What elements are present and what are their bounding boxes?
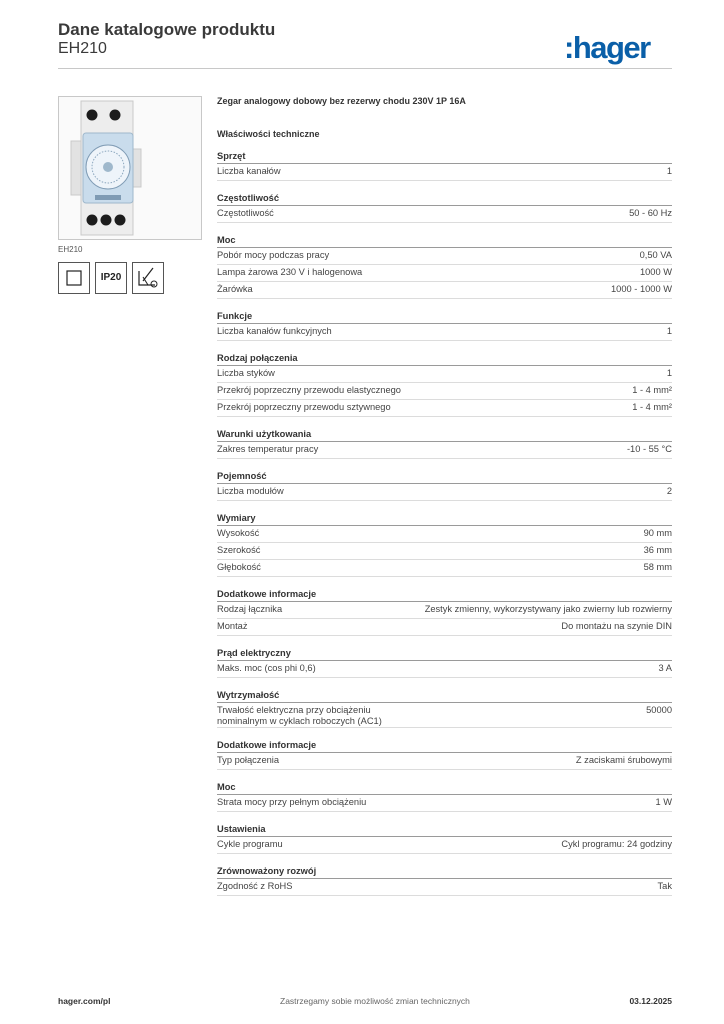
spec-value: Cykl programu: 24 godziny — [561, 839, 672, 849]
header-divider — [58, 68, 672, 69]
spec-value: -10 - 55 °C — [626, 444, 672, 454]
spec-value: 1 - 4 mm² — [632, 402, 672, 412]
spec-row — [217, 383, 672, 400]
spec-group-title: Rodzaj połączenia — [217, 352, 672, 366]
spec-group — [217, 781, 672, 812]
spec-label: Przekrój poprzeczny przewodu elastycznego — [217, 385, 401, 395]
spec-group-title: Dodatkowe informacje — [217, 588, 672, 602]
svg-text::hager: :hager — [564, 32, 650, 65]
spec-row — [217, 753, 672, 770]
spec-group — [217, 192, 672, 223]
spec-value: 2 — [666, 486, 672, 496]
spec-value: 1 - 4 mm² — [632, 385, 672, 395]
spec-value: 3 A — [658, 663, 672, 673]
spec-label: Strata mocy przy pełnym obciążeniu — [217, 797, 367, 807]
spec-group-title: Dodatkowe informacje — [217, 739, 672, 753]
spec-row — [217, 703, 672, 728]
spec-label: Typ połączenia — [217, 755, 280, 765]
screw-terminal-icon — [132, 262, 164, 294]
spec-value: 36 mm — [643, 545, 672, 555]
spec-group — [217, 689, 672, 728]
spec-row — [217, 526, 672, 543]
product-image — [58, 96, 202, 240]
spec-group-title: Sprzęt — [217, 150, 672, 164]
page-title: Dane katalogowe produktu — [58, 20, 276, 39]
spec-group — [217, 823, 672, 854]
spec-group — [217, 512, 672, 577]
product-caption: EH210 — [58, 245, 83, 254]
spec-label: Głębokość — [217, 562, 261, 572]
time-switch-illustration — [59, 97, 201, 239]
spec-label: Żarówka — [217, 284, 253, 294]
spec-value: 1 W — [655, 797, 672, 807]
spec-label: Częstotliwość — [217, 208, 274, 218]
spec-group — [217, 352, 672, 417]
spec-label: Szerokość — [217, 545, 261, 555]
spec-row — [217, 265, 672, 282]
spec-value: Zestyk zmienny, wykorzystywany jako zwierny lub rozwierny — [424, 604, 672, 614]
spec-group-title: Pojemność — [217, 470, 672, 484]
spec-group-title: Funkcje — [217, 310, 672, 324]
spec-value: 1000 W — [639, 267, 672, 277]
page-header — [58, 20, 672, 68]
spec-value: Tak — [657, 881, 672, 891]
spec-row — [217, 324, 672, 341]
spec-group-title: Prąd elektryczny — [217, 647, 672, 661]
product-description: Zegar analogowy dobowy bez rezerwy chodu 230V 1P 16A — [217, 96, 466, 106]
spec-group-title: Częstotliwość — [217, 192, 672, 206]
product-model: EH210 — [58, 40, 107, 57]
spec-label: Montaż — [217, 621, 248, 631]
spec-group-title: Wymiary — [217, 512, 672, 526]
spec-group-title: Wytrzymałość — [217, 689, 672, 703]
spec-group-title: Moc — [217, 781, 672, 795]
spec-group-title: Ustawienia — [217, 823, 672, 837]
spec-group-title: Zrównoważony rozwój — [217, 865, 672, 879]
spec-group — [217, 470, 672, 501]
footer-website: hager.com/pl — [58, 996, 111, 1006]
spec-group — [217, 310, 672, 341]
spec-row — [217, 543, 672, 560]
spec-row — [217, 619, 672, 636]
spec-value: 58 mm — [643, 562, 672, 572]
tech-specs-heading: Właściwości techniczne — [217, 129, 320, 139]
spec-row — [217, 206, 672, 223]
spec-group — [217, 647, 672, 678]
spec-row — [217, 795, 672, 812]
spec-value: 1 — [666, 166, 672, 176]
spec-row — [217, 248, 672, 265]
spec-group — [217, 150, 672, 181]
spec-label: Liczba modułów — [217, 486, 284, 496]
spec-row — [217, 164, 672, 181]
spec-value: Do montażu na szynie DIN — [561, 621, 672, 631]
hager-logo — [564, 32, 656, 66]
spec-row — [217, 400, 672, 417]
spec-group — [217, 234, 672, 299]
spec-row — [217, 602, 672, 619]
spec-group — [217, 865, 672, 896]
spec-groups — [217, 150, 672, 896]
spec-value: 1 — [666, 368, 672, 378]
spec-label: Trwałość elektryczna przy obciążeniu nominalnym w cyklach roboczych (AC1) — [217, 705, 382, 726]
spec-label: Zgodność z RoHS — [217, 881, 293, 891]
spec-label: Cykle programu — [217, 839, 283, 849]
spec-value: 50 - 60 Hz — [629, 208, 672, 218]
spec-row — [217, 661, 672, 678]
spec-label: Liczba kanałów funkcyjnych — [217, 326, 332, 336]
spec-group — [217, 588, 672, 636]
spec-row — [217, 560, 672, 577]
spec-value: 90 mm — [643, 528, 672, 538]
footer-disclaimer: Zastrzegamy sobie możliwość zmian technicznych — [280, 996, 470, 1006]
spec-row — [217, 282, 672, 299]
spec-row — [217, 879, 672, 896]
spec-value: 0,50 VA — [639, 250, 672, 260]
spec-value: Z zaciskami śrubowymi — [575, 755, 672, 765]
spec-group — [217, 428, 672, 459]
spec-row — [217, 366, 672, 383]
spec-row — [217, 442, 672, 459]
double-insulation-icon — [58, 262, 90, 294]
spec-content — [217, 96, 672, 896]
spec-label: Przekrój poprzeczny przewodu sztywnego — [217, 402, 391, 412]
spec-label: Zakres temperatur pracy — [217, 444, 319, 454]
spec-label: Rodzaj łącznika — [217, 604, 283, 614]
spec-label: Liczba styków — [217, 368, 275, 378]
spec-label: Wysokość — [217, 528, 260, 538]
spec-group-title: Moc — [217, 234, 672, 248]
spec-value: 1 — [666, 326, 672, 336]
spec-label: Liczba kanałów — [217, 166, 281, 176]
spec-value: 50000 — [646, 705, 672, 715]
spec-group-title: Warunki użytkowania — [217, 428, 672, 442]
footer-date: 03.12.2025 — [629, 996, 672, 1006]
spec-row — [217, 484, 672, 501]
spec-group — [217, 739, 672, 770]
spec-label: Lampa żarowa 230 V i halogenowa — [217, 267, 363, 277]
ip20-badge: IP20 — [95, 262, 127, 294]
spec-label: Maks. moc (cos phi 0,6) — [217, 663, 316, 673]
spec-value: 1000 - 1000 W — [611, 284, 672, 294]
spec-row — [217, 837, 672, 854]
spec-label: Pobór mocy podczas pracy — [217, 250, 330, 260]
